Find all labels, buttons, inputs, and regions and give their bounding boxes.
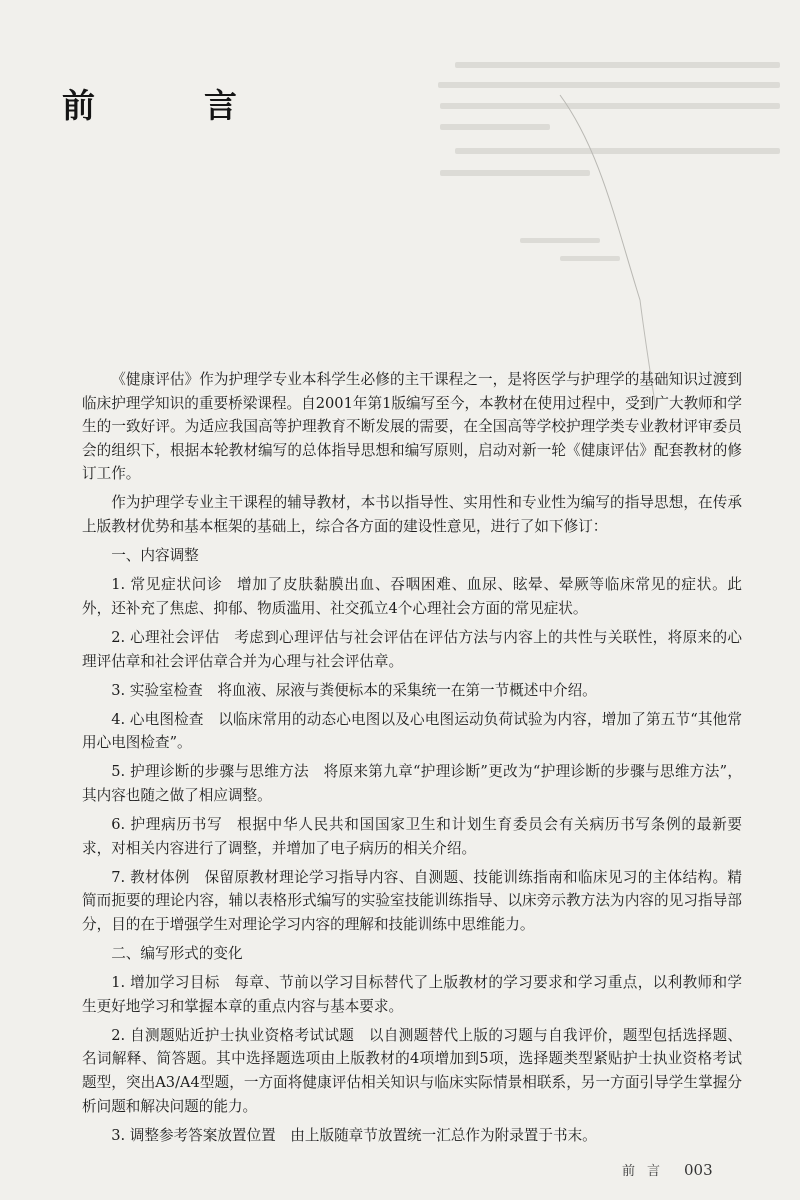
item-text: 保留原教材理论学习指导内容、自测题、技能训练指南和临床见习的主体结构。精简而扼要的理论内容，辅以表格形式编写的实验室技能训练指导、以床旁示教方法为内容的见习指导部分，目的在于增强学生对理论学习内容的理解和技能训练中思维能力。: [82, 868, 742, 933]
list-item: [82, 626, 742, 673]
list-item: [82, 813, 742, 860]
item-term: 3. 调整参考答案放置位置: [111, 1126, 276, 1144]
page-title: 前 言: [62, 86, 275, 125]
item-text: 根据中华人民共和国国家卫生和计划生育委员会有关病历书写条例的最新要求，对相关内容进行了调整，并增加了电子病历的相关介绍。: [82, 816, 742, 857]
bleed-through-marks: [0, 0, 800, 300]
item-term: 4. 心电图检查: [111, 710, 204, 728]
list-item: [82, 708, 742, 755]
list-item: [82, 1124, 742, 1148]
list-item: [82, 760, 742, 807]
item-text: 由上版随章节放置统一汇总作为附录置于书末。: [290, 1126, 597, 1144]
item-text: 将原来第九章“护理诊断”更改为“护理诊断的步骤与思维方法”，其内容也随之做了相应调整。: [82, 763, 742, 804]
item-text: 增加了皮肤黏膜出血、吞咽困难、血尿、眩晕、晕厥等临床常见的症状。此外，还补充了焦虑、抑郁、物质滥用、社交孤立4个心理社会方面的常见症状。: [82, 576, 742, 617]
item-term: 7. 教材体例: [111, 868, 190, 886]
footer-label: 前言: [622, 1164, 673, 1179]
item-text: 每章、节前以学习目标替代了上版教材的学习要求和学习重点，以利教师和学生更好地学习和掌握本章的重点内容与基本要求。: [82, 974, 742, 1015]
intro-paragraph: 《健康评估》作为护理学专业本科学生必修的主干课程之一，是将医学与护理学的基础知识过渡到临床护理学知识的重要桥梁课程。自2001年第1版编写至今，本教材在使用过程中，受到广大教师和学生的一致好评。为适应我国高等护理教育不断发展的需要，在全国高等学校护理学类专业教材评审委员会的组织下，根据本轮教材编写的总体指导思想和编写原则，启动对新一轮《健康评估》配套教材的修订工作。: [82, 371, 742, 483]
list-item: [82, 573, 742, 620]
item-text: 以自测题替代上版的习题与自我评价，题型包括选择题、名词解释、简答题。其中选择题选项由上版教材的4项增加到5项，选择题类型紧贴护士执业资格考试题型，突出A3/A4型题，一方面将健康评估相关知识与临床实际情景相联系，另一方面引导学生掌握分析问题和解决问题的能力。: [82, 1026, 742, 1115]
item-term: 2. 心理社会评估: [111, 628, 220, 646]
list-item: [82, 679, 742, 703]
item-term: 1. 常见症状问诊: [111, 576, 223, 594]
section-heading-format: 二、编写形式的变化: [111, 945, 243, 963]
page-footer: [622, 1160, 713, 1179]
item-term: 5. 护理诊断的步骤与思维方法: [111, 763, 309, 781]
page-number: 003: [684, 1161, 713, 1179]
purpose-paragraph: 作为护理学专业主干课程的辅导教材，本书以指导性、实用性和专业性为编写的指导思想，在传承上版教材优势和基本框架的基础上，综合各方面的建设性意见，进行了如下修订：: [82, 494, 742, 536]
item-term: 2. 自测题贴近护士执业资格考试试题: [111, 1026, 355, 1044]
list-item: [82, 971, 742, 1018]
item-text: 将血液、尿液与粪便标本的采集统一在第一节概述中介绍。: [217, 681, 597, 699]
item-text: 考虑到心理评估与社会评估在评估方法与内容上的共性与关联性，将原来的心理评估章和社会评估章合并为心理与社会评估章。: [82, 628, 742, 670]
list-item: [82, 866, 742, 937]
item-term: 1. 增加学习目标: [111, 974, 220, 992]
item-term: 6. 护理病历书写: [111, 816, 223, 834]
item-text: 以临床常用的动态心电图以及心电图运动负荷试验为内容，增加了第五节“其他常用心电图检查”。: [82, 710, 742, 752]
item-term: 3. 实验室检查: [111, 681, 203, 699]
section-heading-content: 一、内容调整: [111, 547, 199, 565]
list-item: [82, 1024, 742, 1118]
body-text: [82, 368, 742, 1153]
